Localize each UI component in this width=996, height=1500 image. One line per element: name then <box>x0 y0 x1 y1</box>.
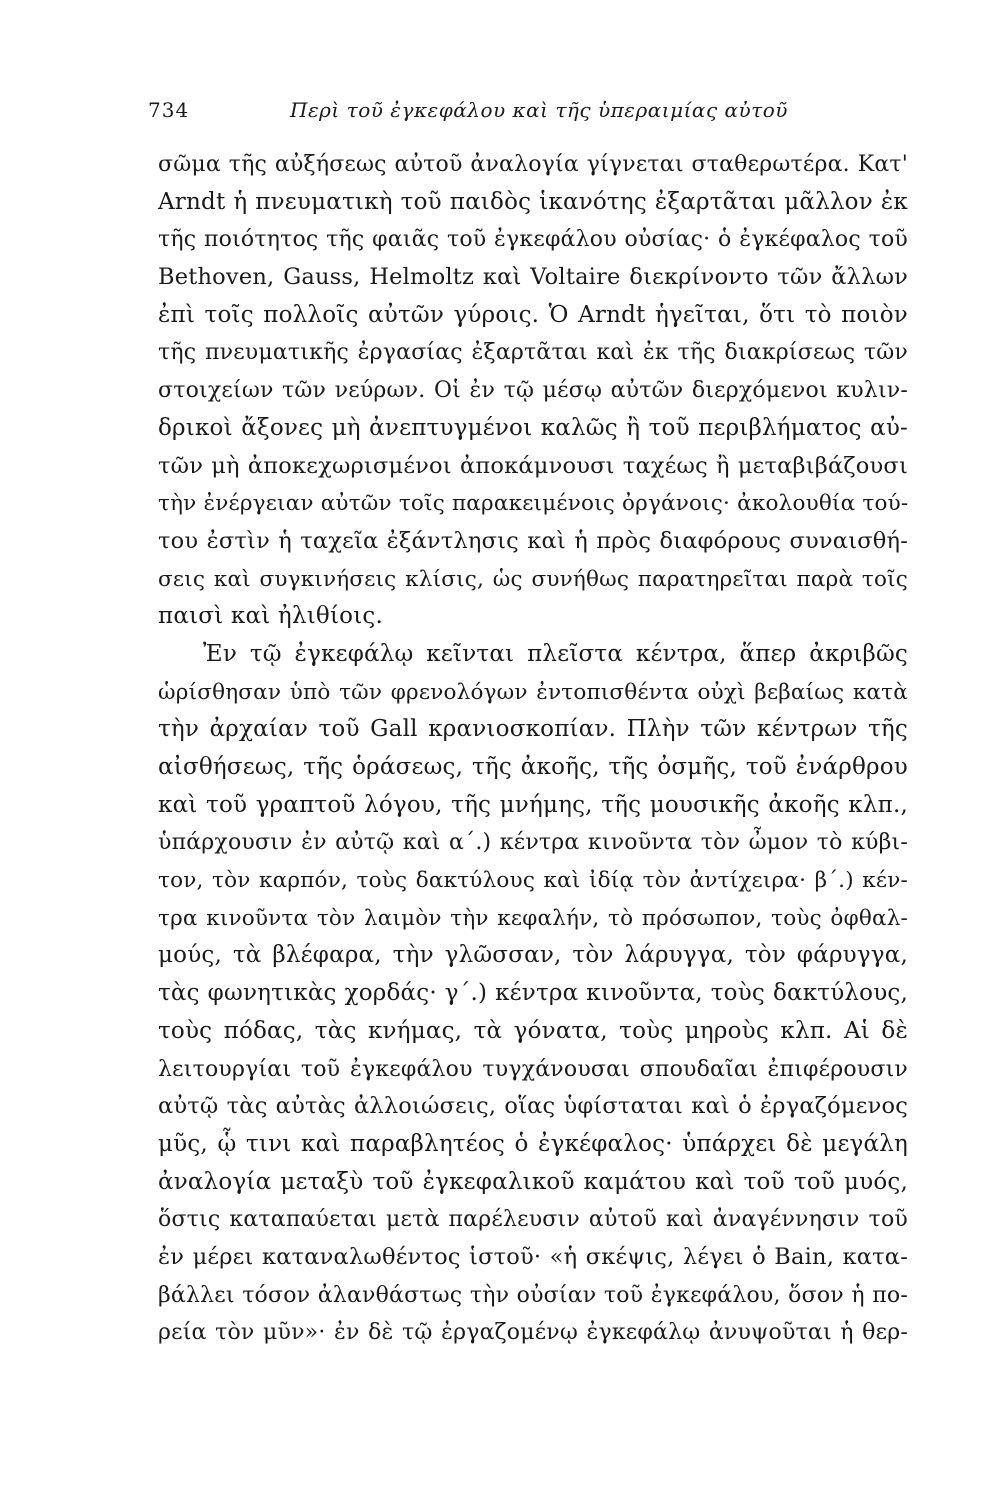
text-line: τὴν ἐνέργειαν αὐτῶν τοῖς παρακειμένοις ὀργάνοις· ἀκολουθία τού- <box>158 491 909 517</box>
page-number: 734 <box>148 98 190 122</box>
text-line: του ἐστὶν ἡ ταχεῖα ἐξάντλησις καὶ ἡ πρὸς διαφόρους συναισθή- <box>158 527 908 554</box>
text-line: Ἐν τῷ ἐγκεφάλῳ κεῖνται πλεῖστα κέντρα, ἅπερ ἀκριβῶς <box>203 640 908 667</box>
text-line: Bethoven, Gauss, Helmoltz καὶ Voltaire διεκρίνοντο τῶν ἄλλων <box>158 264 908 291</box>
running-title: Περὶ τοῦ ἐγκεφάλου καὶ τῆς ὑπεραιμίας αὐτοῦ <box>290 98 788 122</box>
text-line: ἀναλογία μεταξὺ τοῦ ἐγκεφαλικοῦ καμάτου καὶ τοῦ τοῦ μυός, <box>158 1168 908 1195</box>
page-header <box>148 98 908 128</box>
text-line: στοιχείων τῶν νεύρων. Οἱ ἐν τῷ μέσῳ αὐτῶν διερχόμενοι κυλιν- <box>158 378 908 404</box>
text-line: δρικοὶ ἄξονες μὴ ἀνεπτυγμένοι καλῶς ἢ τοῦ περιβλήματος αὐ- <box>158 414 908 441</box>
text-line: τῶν μὴ ἀποκεχωρισμένοι ἀποκάμνουσι ταχέως ἢ μεταβιβάζουσι <box>158 452 908 479</box>
text-line: αἰσθήσεως, τῆς ὁράσεως, τῆς ἀκοῆς, τῆς ὀσμῆς, τοῦ ἐνάρθρου <box>158 754 908 780</box>
text-line: τὰς φωνητικὰς χορδάς· γ΄.) κέντρα κινοῦντα, τοὺς δακτύλους, <box>158 980 908 1007</box>
text-line: τὴν ἀρχαίαν τοῦ Gall κρανιοσκοπίαν. Πλὴν τῶν κέντρων τῆς <box>158 716 908 743</box>
text-line: μῦς, ᾧ τινι καὶ παραβλητέος ὁ ἐγκέφαλος· ὑπάρχει δὲ μεγάλη <box>158 1130 908 1157</box>
text-line: ἐπὶ τοῖς πολλοῖς αὐτῶν γύροις. Ὁ Arndt ἡγεῖται, ὅτι τὸ ποιὸν <box>158 301 908 328</box>
text-line: λειτουργίαι τοῦ ἐγκεφάλου τυγχάνουσαι σπουδαῖαι ἐπιφέρουσιν <box>158 1056 908 1082</box>
text-line: τῆς πνευματικῆς ἐργασίας ἐξαρτᾶται καὶ ἐκ τῆς διακρίσεως τῶν <box>158 340 908 366</box>
text-line: σεις καὶ συγκινήσεις κλίσις, ὡς συνήθως παρατηρεῖται παρὰ τοῖς <box>158 566 908 592</box>
text-line: τον, τὸν καρπόν, τοὺς δακτύλους καὶ ἰδίᾳ τὸν ἀντίχειρα· β΄.) κέν- <box>158 868 908 894</box>
text-line: σῶμα τῆς αὐξήσεως αὐτοῦ ἀναλογία γίγνεται σταθερωτέρα. Κατ' <box>158 152 908 177</box>
text-line: τρα κινοῦντα τὸν λαιμὸν τὴν κεφαλήν, τὸ πρόσωπον, τοὺς ὀφθαλ- <box>158 905 908 931</box>
body-text <box>158 146 908 1352</box>
text-line: παισὶ καὶ ἠλιθίοις. <box>158 603 384 630</box>
text-line: τῆς ποιότητος τῆς φαιᾶς τοῦ ἐγκεφάλου οὐσίας· ὁ ἐγκέφαλος τοῦ <box>158 227 908 253</box>
text-line: αὐτῷ τὰς αὐτὰς ἀλλοιώσεις, οἵας ὑφίσταται καὶ ὁ ἐργαζόμενος <box>158 1093 908 1120</box>
text-line: ὅστις καταπαύεται μετὰ παρέλευσιν αὐτοῦ καὶ ἀναγέννησιν τοῦ <box>158 1207 908 1233</box>
text-line: τοὺς πόδας, τὰς κνήμας, τὰ γόνατα, τοὺς μηροὺς κλπ. Αἱ δὲ <box>158 1017 908 1044</box>
text-line: ὑπάρχουσιν ἐν αὐτῷ καὶ α΄.) κέντρα κινοῦντα τὸν ὦμον τὸ κύβι- <box>158 830 908 856</box>
text-line: ὡρίσθησαν ὑπὸ τῶν φρενολόγων ἐντοπισθέντα οὐχὶ βεβαίως κατὰ <box>158 679 908 705</box>
text-line: βάλλει τόσον ἀλανθάστως τὴν οὐσίαν τοῦ ἐγκεφάλου, ὅσον ἡ πο- <box>158 1282 908 1308</box>
text-line: ἐν μέρει καταναλωθέντος ἱστοῦ· «ἡ σκέψις, λέγει ὁ Bain, κατα- <box>158 1243 908 1270</box>
text-line: καὶ τοῦ γραπτοῦ λόγου, τῆς μνήμης, τῆς μουσικῆς ἀκοῆς κλπ., <box>158 791 908 818</box>
text-line: Arndt ἡ πνευματικὴ τοῦ παιδὸς ἱκανότης ἐξαρτᾶται μᾶλλον ἐκ <box>158 188 908 215</box>
text-line: ρεία τὸν μῦν»· ἐν δὲ τῷ ἐργαζομένῳ ἐγκεφάλῳ ἀνυψοῦται ἡ θερ- <box>158 1320 908 1346</box>
text-line: μούς, τὰ βλέφαρα, τὴν γλῶσσαν, τὸν λάρυγγα, τὸν φάρυγγα, <box>158 942 908 969</box>
